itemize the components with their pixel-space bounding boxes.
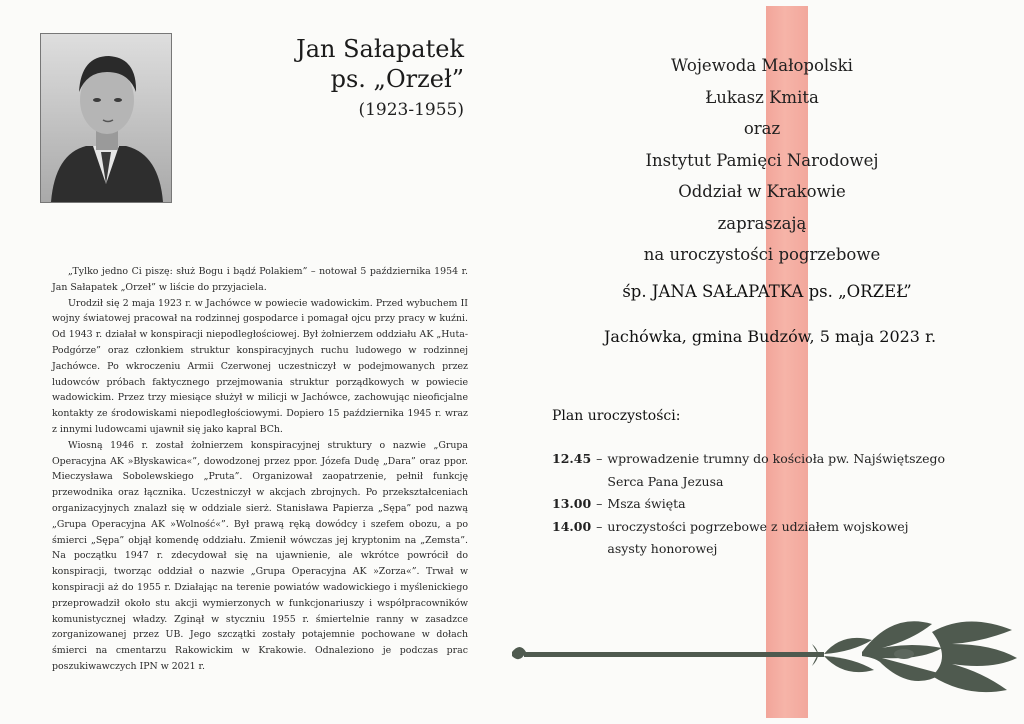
schedule-text-cont: Serca Pana Jezusa (607, 473, 724, 489)
biography (52, 264, 468, 675)
plan-title: Plan uroczystości: (552, 408, 681, 424)
person-heading (296, 34, 464, 122)
invite-line-name: Łukasz Kmita (705, 87, 819, 107)
schedule-text-line: uroczystości pogrzebowe z udziałem wojskowej (607, 518, 909, 534)
schedule-list (552, 448, 972, 561)
portrait-photo (40, 33, 172, 203)
person-name: Jan Sałapatek (296, 35, 464, 63)
invite-line-branch: Oddział w Krakowie (678, 182, 846, 201)
invite-line-ipn: Instytut Pamięci Narodowej (645, 150, 879, 170)
schedule-text (607, 516, 972, 561)
place-date: Jachówka, gmina Budzów, 5 maja 2023 r. (603, 327, 937, 346)
invitation-text (602, 50, 922, 271)
invite-line-oraz: oraz (743, 119, 781, 138)
schedule-text (607, 448, 972, 493)
schedule-text-line: wprowadzenie trumny do kościoła pw. Najświętszego (607, 451, 946, 466)
person-years: (1923-1955) (358, 100, 464, 120)
schedule-time: 14.00 (552, 518, 592, 534)
schedule-text-line: Msza święta (607, 496, 686, 511)
ornament-branch-icon (512, 612, 1024, 702)
invite-line-funeral: na uroczystości pogrzebowe (643, 245, 881, 264)
invite-line-invite: zapraszają (717, 213, 807, 233)
honoree-name: śp. JANA SAŁAPATKA ps. „ORZEŁ” (622, 282, 912, 301)
person-pseudonym: ps. „Orzeł” (330, 65, 464, 93)
schedule-item (552, 493, 972, 516)
schedule-time: 12.45 (552, 451, 592, 466)
schedule-dash: – (596, 518, 603, 534)
right-page (512, 0, 1024, 724)
schedule-dash: – (596, 451, 603, 466)
schedule-item (552, 516, 972, 561)
schedule-item (552, 448, 972, 493)
bio-paragraph-early-life: Urodził się 2 maja 1923 r. w Jachówce w powiecie wadowickim. Przed wybuchem II wojny światowej pracował na rodzinnej gospodarce i pomagał ojcu przy pracy w kuźni. Od 1943 r. działał w konspiracji niepodległościowej. Był żołnierzem oddziału AK „Huta-Podgórze” oraz członkiem struktur konspiracyjnych ruchu ludowego w rodzinnej Jachówce. Po wkroczeniu Armii Czerwonej uczestniczył w podejmowanych przez ludowców próbach faktycznego przejmowania struktur porządkowych w powiecie wadowickim. Przez trzy miesiące służył w milicji w Jachówce, zachowując nieoficjalne kontakty ze środowiskami niepodległościowymi. Dopiero 15 października 1945 r. wraz z innymi ludowcami ujawnił się jako kapral BCh. (52, 297, 468, 435)
schedule-text-cont: asysty honorowej (607, 541, 718, 556)
bio-paragraph-conspiracy: Wiosną 1946 r. został żołnierzem konspiracyjnej struktury o nazwie „Grupa Operacyjna AK »Błyskawica«”, dowodzonej przez ppor. Józefa Dudę „Dara” oraz ppor. Mieczysława Sobolewskiego „Pruta”. Organizował zaopatrzenie, pełnił funkcję przewodnika oraz łącznika. Uczestniczył w akcjach zbrojnych. Po przekształceniach organizacyjnych znalazł się w oddziale sierż. Stanisława Papierza „Sępa” pod nazwą „Grupa Operacyjna AK »Wolność«”. Był prawą ręką dowódcy i szefem obozu, a po śmierci „Sępa” objął komendę oddziału. Zmienił wówczas jej kryptonim na „Zemsta”. Na początku 1947 r. zdecydował się na ujawnienie, ale wkrótce powrócił do konspiracji, tworząc oddział o nazwie „Grupa Operacyjna AK »Zorza«”. Trwał w konspiracji aż do 1955 r. Działając na terenie powiatów wadowickiego i myślenickiego przeprowadził około stu akcji wymierzonych w funkcjonariuszy i współpracowników komunistycznej władzy. Zginął w styczniu 1955 r. śmiertelnie ranny w zasadzce zorganizowanej przez UB. Jego szczątki zostały potajemnie pochowane w dołach śmierci na cmentarzu Rakowickim w Krakowie. Odnaleziono je podczas prac poszukiwawczych IPN w 2021 r. (52, 439, 468, 672)
invite-line-wojewoda: Wojewoda Małopolski (671, 56, 853, 75)
schedule-text (607, 493, 972, 516)
bio-paragraph-quote: „Tylko jedno Ci piszę: służ Bogu i bądź Polakiem” – notował 5 października 1954 r. Jan Sałapatek „Orzeł” w liście do przyjaciela. (52, 266, 468, 293)
schedule-dash: – (596, 496, 603, 511)
schedule-time: 13.00 (552, 496, 592, 511)
portrait-image (41, 34, 171, 202)
